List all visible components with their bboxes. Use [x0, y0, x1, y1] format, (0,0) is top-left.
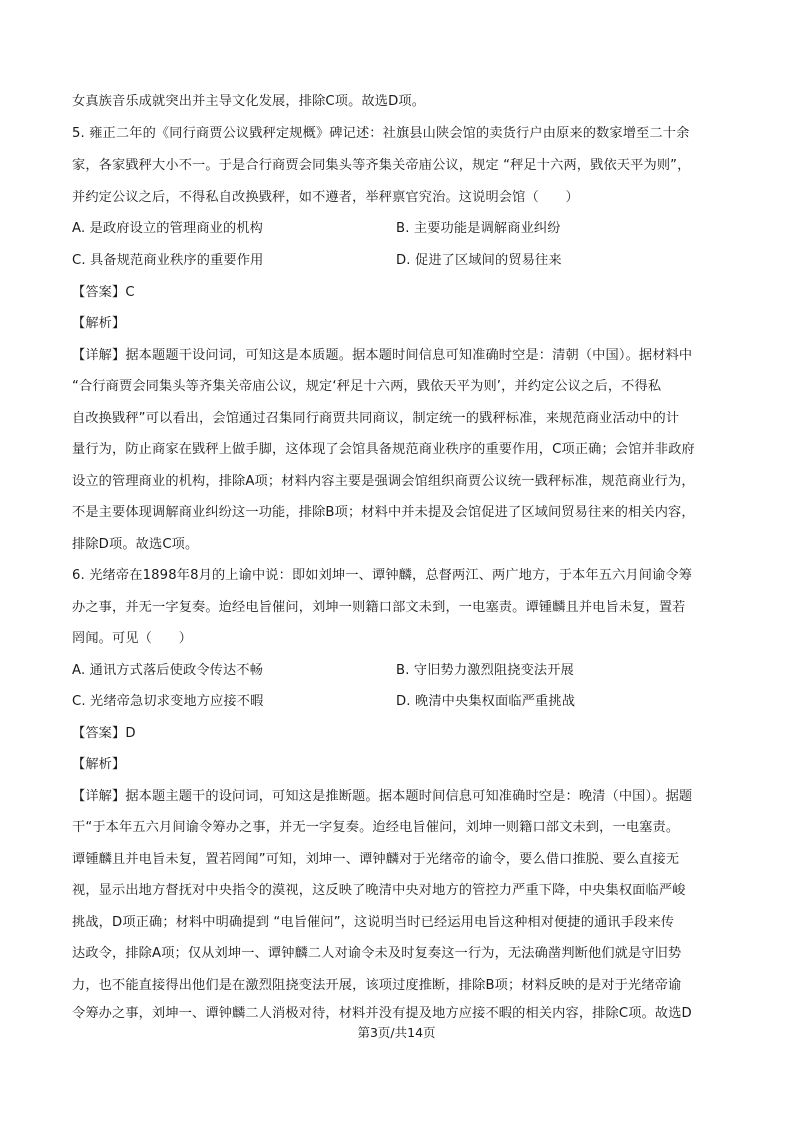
- option-a: A. 是政府设立的管理商业的机构: [72, 221, 264, 236]
- text-line: 罔闻。可见（ ）: [72, 631, 193, 646]
- explanation-line: 令筹办之事，刘坤一、谭钟麟二人消极对待，材料并没有提及地方应接不暇的相关内容，排除C项。故选D: [72, 1006, 692, 1021]
- option-c: C. 具备规范商业秩序的重要作用: [72, 253, 264, 268]
- explanation-line: “合行商贾会同集头等齐集关帝庙公议，规定‘秤足十六两，戥依天平为则’，并约定公议之后，不得私: [72, 379, 662, 394]
- explanation-line: 力，也不能直接得出他们是在激烈阻挠变法开展，该项过度推断，排除B项；材料反映的是对于光绪帝谕: [72, 978, 682, 993]
- explanation-line: 挑战，D项正确；材料中明确提到 “电旨催问”，这说明当时已经运用电旨这种相对便捷的通讯手段来传: [72, 915, 675, 930]
- text-line: 并约定公议之后，不得私自改换戥秤，如不遵者，举秤禀官究治。这说明会馆（ ）: [72, 190, 579, 205]
- option-d: D. 晚清中央集权面临严重挑战: [396, 694, 576, 709]
- option-b: B. 守旧势力激烈阻挠变法开展: [396, 663, 574, 678]
- explanation-line: 谭锺麟且并电旨未复，置若罔闻”可知，刘坤一、谭钟麟对于光绪帝的谕令，要么借口推脱、要么直接无: [72, 852, 680, 867]
- option-a: A. 通讯方式落后使政令传达不畅: [72, 663, 264, 678]
- explanation-line: 视，显示出地方督抚对中央指令的漠视，这反映了晚清中央对地方的管控力严重下降，中央集权面临严峻: [72, 883, 686, 898]
- explanation-line: 干“于本年五六月间谕令筹办之事，并无一字复奏。迨经电旨催问，刘坤一则籍口部文未到，一电塞责。: [72, 820, 680, 835]
- text-line: 办之事，并无一字复奏。迨经电旨催问，刘坤一则籍口部文未到，一电塞责。谭锺麟且并电旨未复，置若: [72, 600, 686, 615]
- question-6-stem: 6. 光绪帝在1898年8月的上谕中说：即如刘坤一、谭钟麟，总督两江、两广地方，于本年五六月间谕令筹: [72, 568, 693, 583]
- text-line: 家，各家戥秤大小不一。于是合行商贾会同集头等齐集关帝庙公议，规定 “秤足十六两，戥依天平为则”，: [72, 158, 691, 173]
- analysis-label: 【解析】: [72, 316, 126, 331]
- page-number-footer: 第3页/共14页: [357, 1025, 436, 1040]
- answer-label: 【答案】D: [72, 726, 136, 741]
- text-line: 女真族音乐成就突出并主导文化发展，排除C项。故选D项。: [72, 94, 426, 109]
- explanation-line: 设立的管理商业的机构，排除A项；材料内容主要是强调会馆组织商贾公议统一戥秤标准，规范商业行为，: [72, 474, 695, 489]
- option-d: D. 促进了区域间的贸易往来: [396, 253, 562, 268]
- question-5-stem: 5. 雍正二年的《同行商贾公议戥秤定规概》碑记述：社旗县山陕会馆的卖货行户由原来的数家增至二十余: [72, 126, 690, 141]
- explanation-line: 【详解】据本题题干设问词，可知这是本质题。据本题时间信息可知准确时空是：清朝（中国）。据材料中: [72, 348, 693, 363]
- explanation-line: 不是主要体现调解商业纠纷这一功能，排除B项；材料中并未提及会馆促进了区域间贸易往来的相关内容，: [72, 505, 695, 520]
- answer-label: 【答案】C: [72, 285, 135, 300]
- explanation-line: 达政令，排除A项；仅从刘坤一、谭钟麟二人对谕令未及时复奏这一行为，无法确凿判断他们就是守旧势: [72, 946, 682, 961]
- explanation-line: 【详解】据本题主题干的设问词，可知这是推断题。据本题时间信息可知准确时空是：晚清（中国）。据题: [72, 789, 693, 804]
- explanation-line: 量行为，防止商家在戥秤上做手脚，这体现了会馆具备规范商业秩序的重要作用，C项正确；会馆并非政府: [72, 442, 695, 457]
- option-c: C. 光绪帝急切求变地方应接不暇: [72, 694, 264, 709]
- explanation-line: 自改换戥秤”可以看出，会馆通过召集同行商贾共同商议，制定统一的戥秤标准，来规范商业活动中的计: [72, 411, 680, 426]
- explanation-line: 排除D项。故选C项。: [72, 537, 199, 552]
- option-b: B. 主要功能是调解商业纠纷: [396, 221, 561, 236]
- analysis-label: 【解析】: [72, 757, 126, 772]
